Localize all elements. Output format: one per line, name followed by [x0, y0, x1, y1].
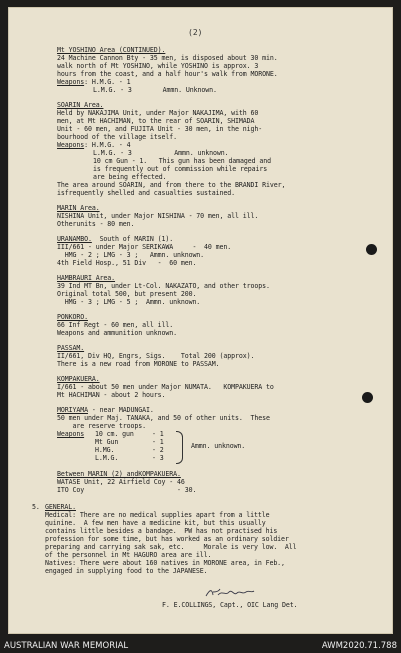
text-line: walk north of Mt YOSHINO, while YOSHINO is approx. 3 — [57, 62, 259, 70]
archive-name: AUSTRALIAN WAR MEMORIAL — [4, 641, 129, 651]
weapon-count: - 2 — [152, 446, 164, 454]
weapons-line: 10 cm Gun - 1. This gun has been damaged and — [93, 157, 272, 165]
text-line: HMG - 2 ; LMG - 3 ; Ammn. unknown. — [57, 251, 205, 259]
text-line: Unit - 60 men, and FUJITA Unit - 30 men, in the nigh- — [57, 125, 263, 133]
brace-mark — [176, 431, 183, 464]
text-line: of the personnel in Mt HAGURO area are ill. — [45, 551, 212, 559]
text-line: Otherunits - 80 men. — [57, 220, 135, 228]
weapon-name: H.MG. — [95, 446, 115, 454]
document-page — [8, 7, 393, 634]
weapon-name: Mt Gun — [95, 438, 119, 446]
text-line: Original total 500, but present 200. — [57, 290, 197, 298]
weapons-line: is frequently out of commission while repairs — [93, 165, 268, 173]
weapon-name: L.M.G. — [95, 454, 119, 462]
punch-hole — [366, 244, 377, 255]
section-heading-marin: MARIN Area. — [57, 204, 100, 212]
weapons-line: are being effected. — [93, 173, 167, 181]
text-line: men, at Mt HACHIMAN, to the rear of SOARIN, SHIMADA — [57, 117, 255, 125]
text-line: 39 Ind MT Bn, under Lt-Col. NAKAZATO, and other troops. — [57, 282, 270, 290]
page-number: (2) — [188, 28, 203, 37]
weapons-label: Weapons — [57, 78, 85, 86]
section-heading-hambrauri: HAMBRAURI Area. — [57, 274, 116, 282]
signature-block: F. E.COLLINGS, Capt., OIC Lang Det. — [162, 601, 298, 609]
section-heading-kompakuera: KOMPAKUERA. — [57, 375, 100, 383]
section-heading-uranambo: URANAMBO. South of MARIN (1). — [57, 235, 174, 243]
weapon-count: - 1 — [152, 438, 164, 446]
weapon-name: 10 cm. gun — [95, 430, 134, 438]
text-line: There is a new road from MORONE to PASSAM. — [57, 360, 220, 368]
text-line: NISHINA Unit, under Major NISHINA - 70 men, all ill. — [57, 212, 259, 220]
text-line: 4th Field Hosp., 51 Div - 60 men. — [57, 259, 197, 267]
text-line: engaged in supplying food to the JAPANESE. — [45, 567, 208, 575]
weapons-line: Weapons: H.M.G. - 4 — [57, 141, 131, 149]
weapon-count: - 1 — [152, 430, 164, 438]
section-heading-passam: PASSAM. — [57, 344, 85, 352]
text-line: Held by NAKAJIMA Unit, under Major NAKAJIMA, with 60 — [57, 109, 259, 117]
section-heading-ponkoro: PONKORO. — [57, 313, 88, 321]
text-line: Ammn. unknown. — [191, 442, 246, 450]
text-line: 24 Machine Cannon Bty - 35 men, is disposed about 30 min. — [57, 54, 278, 62]
text-line: Natives: There were about 160 natives in MORONE area, in Feb., — [45, 559, 285, 567]
text-line: HMG - 3 ; LMG - 5 ; Ammn. unknown. — [57, 298, 201, 306]
text-line: 66 Inf Regt - 60 men, all ill. — [57, 321, 174, 329]
text-line: hours from the coast, and a half hour's walk from MORONE. — [57, 70, 278, 78]
text-line: contains little besides a bandage. PW has not practised his — [45, 527, 278, 535]
section-heading-general: GENERAL. — [45, 503, 76, 511]
text-line: Medical: There are no medical supplies apart from a little — [45, 511, 270, 519]
weapons-line: Weapons: H.M.G. - 1 — [57, 78, 131, 86]
text-line: preparing and carrying sak sak, etc. Morale is very low. All — [45, 543, 297, 551]
section-heading-yoshino: Mt YOSHINO Area (CONTINUED). — [57, 46, 166, 54]
section-heading-moriyama: MORIYAMA - near MADUNGAI. — [57, 406, 154, 414]
text-line: Mt HACHIMAN - about 2 hours. — [57, 391, 166, 399]
text-line: are reserve troops. — [57, 422, 147, 430]
text-line: profession for some time, but has worked as an ordinary soldier — [45, 535, 289, 543]
text-line: 50 men under Maj. TANAKA, and 50 of other units. These — [57, 414, 270, 422]
text-line: Weapons and ammunition unknown. — [57, 329, 177, 337]
text-line: I/661 - about 50 men under Major NUMATA. KOMPAKUERA to — [57, 383, 274, 391]
text-line: The area around SOARIN, and from there to the BRANDI River, — [57, 181, 286, 189]
text-line: isfrequently shelled and casualties sustained. — [57, 189, 236, 197]
archive-reference: AWM2020.71.788 — [321, 641, 397, 651]
weapon-count: - 3 — [152, 454, 164, 462]
handwritten-signature — [204, 587, 256, 599]
section-heading-between: Between MARIN (2) andKOMPAKUERA. — [57, 470, 181, 478]
weapons-line: L.M.G. - 3 Ammn. unknown. — [93, 149, 229, 157]
weapons-line: L.M.G. - 3 Ammn. Unknown. — [93, 86, 217, 94]
section-number: 5. — [32, 503, 40, 511]
text-line: quinine. A few men have a medicine kit, but this usually — [45, 519, 266, 527]
weapons-label: Weapons — [57, 430, 85, 438]
archive-footer — [0, 640, 401, 653]
text-line: bourhood of the village itself. — [57, 133, 177, 141]
punch-hole — [362, 392, 373, 403]
text-line: III/661 - under Major SERIKAWA - 40 men. — [57, 243, 232, 251]
text-line: WATASE Unit, 22 Airfield Coy - 46 — [57, 478, 185, 486]
section-heading-soarin: SOARIN Area. — [57, 101, 104, 109]
text-line: II/661, Div HQ, Engrs, Sigs. Total 200 (approx). — [57, 352, 255, 360]
text-line: ITO Coy - 30. — [57, 486, 197, 494]
